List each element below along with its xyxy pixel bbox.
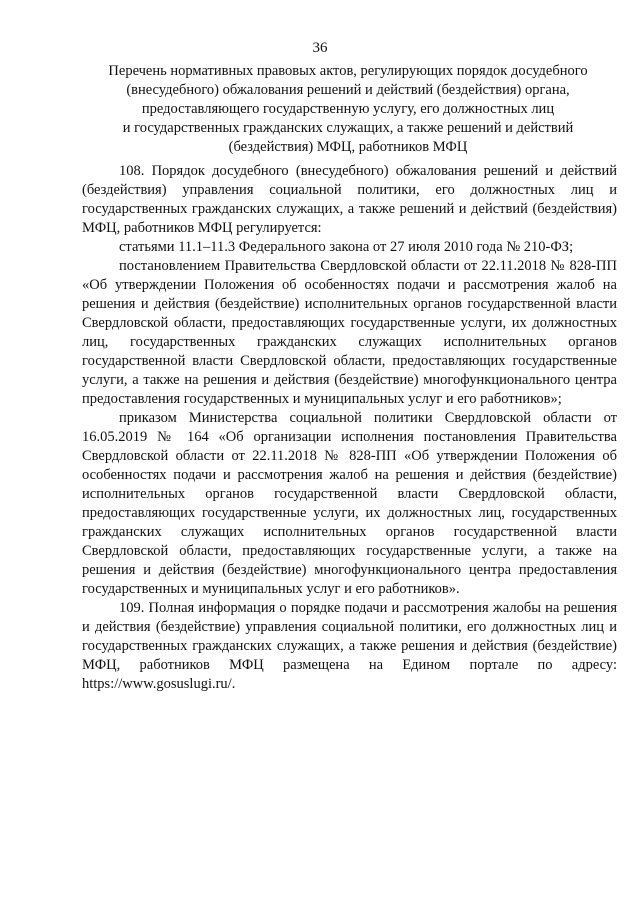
document-body	[82, 162, 617, 694]
paragraph-109: 109. Полная информация о порядке подачи и рассмотрения жалобы на решения и действия (бездействие) управления социальной политики, его должностных лиц и государственных гражданских служащих, а также решения и действия (бездействие) МФЦ, работников МФЦ размещена на Едином портале по адресу: https://www.gosuslugi.ru/.	[82, 600, 617, 692]
section-heading	[82, 62, 614, 157]
heading-line: Перечень нормативных правовых актов, регулирующих порядок досудебного	[108, 63, 588, 79]
paragraph-government-resolution: постановлением Правительства Свердловской области от 22.11.2018 № 828-ПП «Об утверждении Положения об особенностях подачи и рассмотрения жалоб на решения и действия (бездействие) исполнительных органов государственной власти Свердловской области, предоставляющих государственные услуги, их должностных лиц, государственных гражданских служащих исполнительных органов государственной власти Свердловской области, предоставляющих государственные услуги, а также на решения и действия (бездействие) многофункционального центра предоставления государственных и муниципальных услуг и его работников»;	[82, 258, 617, 407]
heading-line: предоставляющего государственную услугу, его должностных лиц	[141, 101, 555, 117]
heading-line: (внесудебного) обжалования решений и действий (бездействия) органа,	[126, 82, 570, 98]
paragraph-ministry-order: приказом Министерства социальной политики Свердловской области от 16.05.2019 № 164 «Об организации исполнения постановления Правительства Свердловской области от 22.11.2018 № 828-ПП «Об утверждении Положения об особенностях подачи и рассмотрения жалоб на решения и действия (бездействие) исполнительных органов государственной власти Свердловской области, предоставляющих государственные услуги, их должностных лиц, государственных гражданских служащих исполнительных органов государственной власти Свердловской области, предоставляющих государственные услуги, а также на решения и действия (бездействие) многофункционального центра предоставления государственных и муниципальных услуг и его работников».	[82, 410, 617, 597]
page-number: 36	[312, 40, 328, 56]
paragraph-108: 108. Порядок досудебного (внесудебного) обжалования решений и действий (бездействия) управления социальной политики, его должностных лиц и государственных гражданских служащих, а также решений и действий (бездействия) МФЦ, работников МФЦ регулируется:	[82, 163, 617, 236]
paragraph-federal-law: статьями 11.1–11.3 Федерального закона от 27 июля 2010 года № 210-ФЗ;	[119, 239, 574, 255]
heading-line: и государственных гражданских служащих, а также решений и действий	[122, 120, 574, 136]
heading-line: (бездействия) МФЦ, работников МФЦ	[228, 139, 468, 155]
